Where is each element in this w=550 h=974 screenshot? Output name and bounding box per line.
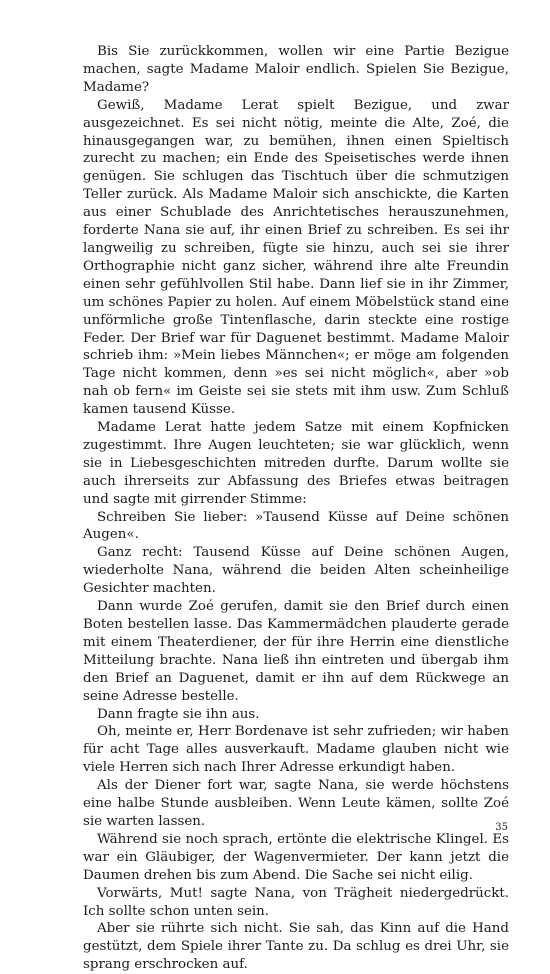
paragraph: Aber sie rührte sich nicht. Sie sah, das Kinn auf die Hand gestützt, dem Spiele ihrer Tante zu. Da schlug es drei Uhr, sie sprang erschrocken auf. xyxy=(83,921,509,973)
page-number: 35 xyxy=(495,822,508,833)
body-text xyxy=(83,43,509,974)
paragraph: Madame Lerat hatte jedem Satze mit einem Kopfnicken zugestimmt. Ihre Augen leuchteten; sie war glücklich, wenn sie in Liebesgeschichten mitreden durfte. Darum wollte sie auch ihrerseits zur Abfassung des Briefes etwas beitragen und sagte mit girrender Stimme: xyxy=(83,420,509,507)
paragraph: Schreiben Sie lieber: »Tausend Küsse auf Deine schönen Augen«. xyxy=(83,509,509,543)
paragraph: Vorwärts, Mut! sagte Nana, von Trägheit niedergedrückt. Ich sollte schon unten sein. xyxy=(83,885,509,919)
paragraph: Gewiß, Madame Lerat spielt Bezigue, und zwar ausgezeichnet. Es sei nicht nötig, meinte die Alte, Zoé, die hinausgegangen war, zu bemühen, ihnen einen Spieltisch zurecht zu machen; ein Ende des Speisetisches werde ihnen genügen. Sie schlugen das Tischtuch über die schmutzigen Teller zurück. Als Madame Maloir sich anschickte, die Karten aus einer Schublade des Anrichtetisches herauszunehmen, forderte Nana sie auf, ihr einen Brief zu schreiben. Es sei ihr langweilig zu schreiben, fügte sie hinzu, auch sei sie ihrer Orthographie nicht ganz sicher, während ihre alte Freundin einen sehr gefühlvollen Stil habe. Dann lief sie in ihr Zimmer, um schönes Papier zu holen. Auf einem Möbelstück stand eine unförmliche große Tintenflasche, darin steckte eine rostige Feder. Der Brief war für Daguenet bestimmt. Madame Maloir schrieb ihm: »Mein liebes Männchen«; er möge am folgenden Tage nicht kommen, denn »es sei nicht möglich«, aber »ob nah ob fern« im Geiste sei sie stets mit ihm usw. Zum Schluß kamen tausend Küsse. xyxy=(83,97,509,418)
paragraph: Während sie noch sprach, ertönte die elektrische Klingel. Es war ein Gläubiger, der Wagenvermieter. Der kann jetzt die Daumen drehen bis zum Abend. Die Sache sei nicht eilig. xyxy=(83,831,509,883)
paragraph: Bis Sie zurückkommen, wollen wir eine Partie Bezigue machen, sagte Madame Maloir endlich. Spielen Sie Bezigue, Madame? xyxy=(83,44,509,95)
paragraph: Dann fragte sie ihn aus. xyxy=(97,706,260,722)
paragraph: Dann wurde Zoé gerufen, damit sie den Brief durch einen Boten bestellen lasse. Das Kammermädchen plauderte gerade mit einem Theaterdiener, der für ihre Herrin eine dienstliche Mitteilung brachte. Nana ließ ihn eintreten und übergab ihm den Brief an Daguenet, damit er ihn auf dem Rückwege an seine Adresse bestelle. xyxy=(83,599,509,704)
paragraph: Als der Diener fort war, sagte Nana, sie werde höchstens eine halbe Stunde ausbleiben. Wenn Leute kämen, sollte Zoé sie warten lassen. xyxy=(83,778,509,829)
paragraph: Ganz recht: Tausend Küsse auf Deine schönen Augen, wiederholte Nana, während die beiden Alten scheinheilige Gesichter machten. xyxy=(83,545,509,597)
paragraph: Oh, meinte er, Herr Bordenave ist sehr zufrieden; wir haben für acht Tage alles ausverkauft. Madame glauben nicht wie viele Herren sich nach Ihrer Adresse erkundigt haben. xyxy=(83,724,509,776)
